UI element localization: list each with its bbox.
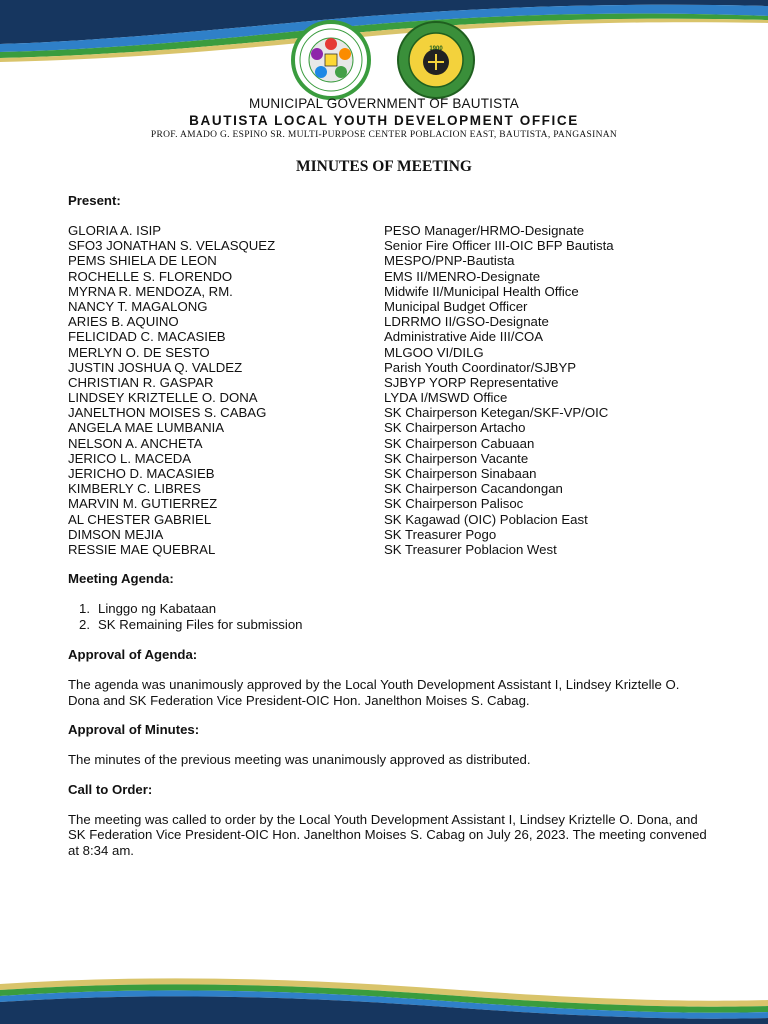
present-heading: Present: <box>68 193 121 208</box>
attendee-name: NANCY T. MAGALONG <box>68 298 208 314</box>
attendee-role: MLGOO VI/DILG <box>384 344 484 360</box>
agenda-item <box>68 617 708 633</box>
agenda-item-number: 1. <box>79 601 90 617</box>
attendee-name: LINDSEY KRIZTELLE O. DONA <box>68 390 258 406</box>
attendee-row <box>68 496 708 511</box>
attendee-role: Municipal Budget Officer <box>384 298 528 314</box>
header-logos <box>0 20 768 100</box>
attendee-role: SK Treasurer Poblacion West <box>384 541 557 557</box>
attendee-name: ARIES B. AQUINO <box>68 314 179 330</box>
attendee-row <box>68 390 708 405</box>
agenda-list <box>68 601 708 633</box>
attendee-row <box>68 238 708 253</box>
attendee-name: JANELTHON MOISES S. CABAG <box>68 405 267 421</box>
attendee-role: SK Chairperson Artacho <box>384 420 526 436</box>
approval-agenda-heading: Approval of Agenda: <box>68 647 198 663</box>
attendee-name: MARVIN M. GUTIERREZ <box>68 496 218 512</box>
approval-minutes-text: The minutes of the previous meeting was unanimously approved as distributed. <box>68 752 531 768</box>
agenda-heading: Meeting Agenda: <box>68 571 174 587</box>
attendee-name: FELICIDAD C. MACASIEB <box>68 329 226 345</box>
letterhead-office: BAUTISTA LOCAL YOUTH DEVELOPMENT OFFICE <box>189 113 579 128</box>
attendee-row <box>68 360 708 375</box>
attendee-role: SJBYP YORP Representative <box>384 374 559 390</box>
attendee-role: Administrative Aide III/COA <box>384 329 544 345</box>
attendee-name: MYRNA R. MENDOZA, RM. <box>68 283 233 299</box>
agenda-item <box>68 601 708 617</box>
attendee-name: DIMSON MEJIA <box>68 526 164 542</box>
attendee-row <box>68 420 708 435</box>
bautista-municipal-seal-logo <box>394 20 478 100</box>
attendee-row <box>68 405 708 420</box>
attendee-name: ANGELA MAE LUMBANIA <box>68 420 225 436</box>
minutes-body <box>68 193 708 858</box>
agenda-item-text: SK Remaining Files for submission <box>98 617 303 633</box>
attendee-name: CHRISTIAN R. GASPAR <box>68 374 214 390</box>
attendee-name: GLORIA A. ISIP <box>68 223 162 238</box>
attendee-name: JERICHO D. MACASIEB <box>68 466 215 481</box>
attendee-name: JUSTIN JOSHUA Q. VALDEZ <box>68 359 243 375</box>
attendee-row <box>68 299 708 314</box>
letterhead-address: PROF. AMADO G. ESPINO SR. MULTI-PURPOSE CENTER POBLACION EAST, BAUTISTA, PANGASINAN <box>150 130 618 140</box>
agenda-item-text: Linggo ng Kabataan <box>98 601 217 617</box>
bottom-wave-banner <box>0 944 768 1024</box>
attendee-row <box>68 481 708 496</box>
attendee-role: Parish Youth Coordinator/SJBYP <box>384 359 577 375</box>
attendee-row <box>68 466 708 481</box>
attendee-name: AL CHESTER GABRIEL <box>68 511 212 527</box>
approval-agenda-text: The agenda was unanimously approved by the Local Youth Development Assistant I, Lindsey Kriztelle O. Dona and SK Federation Vice President-OIC Hon. Janelthon Moises S. Cabag. <box>68 677 680 708</box>
document-title: MINUTES OF MEETING <box>296 158 472 175</box>
attendee-role: EMS II/MENRO-Designate <box>384 268 541 284</box>
attendee-role: SK Chairperson Ketegan/SKF-VP/OIC <box>384 405 609 421</box>
attendee-role: SK Chairperson Cabuaan <box>384 435 535 451</box>
attendee-row <box>68 436 708 451</box>
letterhead-municipality: MUNICIPAL GOVERNMENT OF BAUTISTA <box>249 96 519 111</box>
attendee-row <box>68 527 708 542</box>
call-to-order-text: The meeting was called to order by the Local Youth Development Assistant I, Lindsey Kriztelle O. Dona, and SK Federation Vice President-OIC Hon. Janelthon Moises S. Cabag on July 26, 2023. The meeting convened at 8:34 am. <box>68 811 707 858</box>
attendee-role: SK Chairperson Cacandongan <box>384 481 563 497</box>
attendee-role: LYDA I/MSWD Office <box>384 390 508 406</box>
attendee-name: SFO3 JONATHAN S. VELASQUEZ <box>68 238 276 254</box>
attendee-role: SK Chairperson Vacante <box>384 450 529 466</box>
attendee-list <box>68 223 708 557</box>
attendee-row <box>68 375 708 390</box>
attendee-row <box>68 542 708 557</box>
approval-minutes-heading: Approval of Minutes: <box>68 722 200 738</box>
attendee-row <box>68 451 708 466</box>
attendee-row <box>68 223 708 238</box>
attendee-row <box>68 512 708 527</box>
attendee-role: SK Treasurer Pogo <box>384 526 497 542</box>
attendee-name: JERICO L. MACEDA <box>68 450 192 466</box>
attendee-name: KIMBERLY C. LIBRES <box>68 481 201 497</box>
attendee-row <box>68 253 708 268</box>
attendee-name: RESSIE MAE QUEBRAL <box>68 541 216 557</box>
attendee-role: MESPO/PNP-Bautista <box>384 253 515 269</box>
attendee-name: NELSON A. ANCHETA <box>68 435 203 451</box>
agenda-item-number: 2. <box>79 617 90 633</box>
attendee-row <box>68 269 708 284</box>
attendee-role: Midwife II/Municipal Health Office <box>384 283 579 299</box>
attendee-role: SK Kagawad (OIC) Poblacion East <box>384 511 588 527</box>
attendee-role: SK Chairperson Sinabaan <box>384 466 537 481</box>
attendee-name: PEMS SHIELA DE LEON <box>68 253 217 269</box>
attendee-row <box>68 345 708 360</box>
attendee-role: PESO Manager/HRMO-Designate <box>384 223 585 238</box>
attendee-role: LDRRMO II/GSO-Designate <box>384 314 549 330</box>
seal-year-text: 1900 <box>429 46 443 52</box>
attendee-row <box>68 284 708 299</box>
attendee-row <box>68 329 708 344</box>
attendee-name: ROCHELLE S. FLORENDO <box>68 268 233 284</box>
attendee-row <box>68 314 708 329</box>
attendee-name: MERLYN O. DE SESTO <box>68 344 210 360</box>
attendee-role: Senior Fire Officer III-OIC BFP Bautista <box>384 238 614 254</box>
attendee-role: SK Chairperson Palisoc <box>384 496 524 512</box>
call-to-order-heading: Call to Order: <box>68 781 153 797</box>
lydo-seal-logo <box>289 20 373 100</box>
